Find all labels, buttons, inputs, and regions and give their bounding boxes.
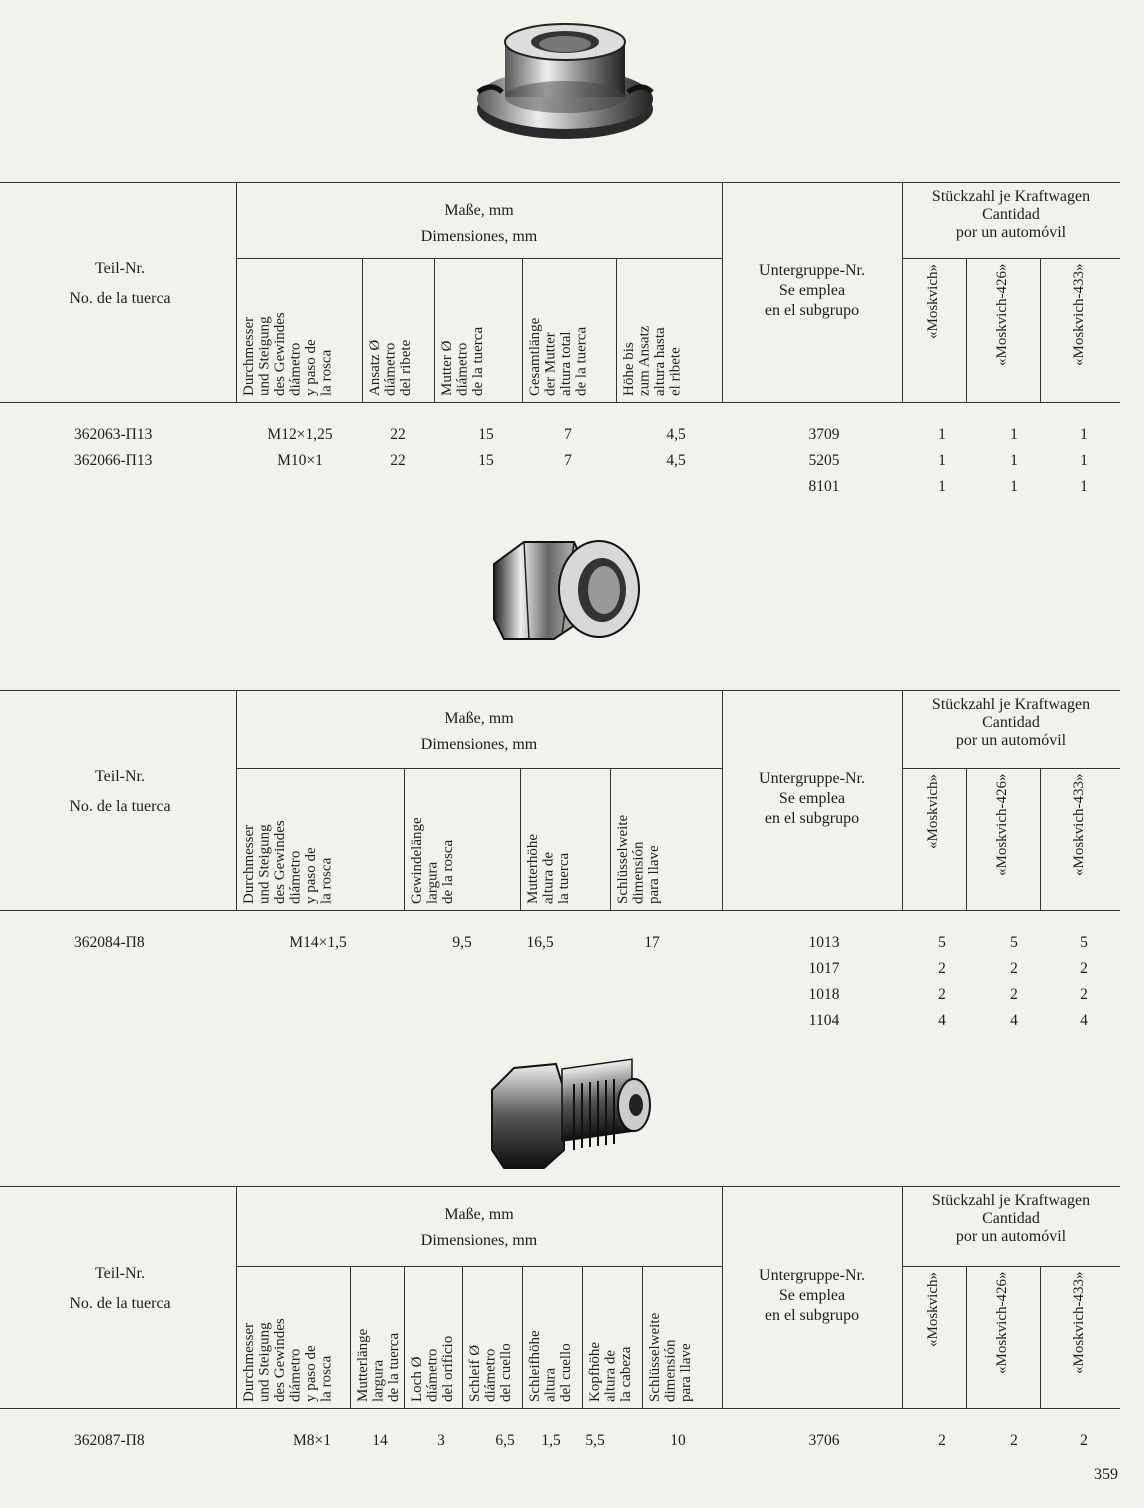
subgroup-cell: 1017 bbox=[808, 960, 840, 977]
quantity-cell: 2 bbox=[938, 1432, 946, 1449]
subgroup-cell: 1018 bbox=[808, 986, 840, 1003]
quantity-cell: 1 bbox=[938, 452, 946, 469]
quantity-cell: 2 bbox=[1080, 986, 1088, 1003]
quantity-cell: 1 bbox=[1080, 452, 1088, 469]
rule-subcol bbox=[966, 768, 967, 910]
quantity-cell: 1 bbox=[1010, 426, 1018, 443]
dimension-column-heading: Mutter Ø diámetro de la tuerca bbox=[439, 326, 486, 396]
part-number-heading: Teil-Nr. bbox=[95, 260, 145, 277]
model-column-heading: «Moskvich-433» bbox=[1071, 1272, 1087, 1375]
dimensions-heading: Dimensiones, mm bbox=[420, 228, 538, 245]
rule-top bbox=[0, 182, 1120, 183]
dimension-column-heading: Ansatz Ø diámetro del ribete bbox=[367, 339, 414, 396]
quantity-heading: por un automóvil bbox=[955, 1228, 1067, 1245]
subgroup-heading: Se emplea bbox=[778, 282, 846, 299]
quantity-cell: 1 bbox=[938, 478, 946, 495]
part-number-cell: 362087-П8 bbox=[74, 1432, 145, 1449]
model-column-heading: «Moskvich» bbox=[925, 774, 941, 849]
dimension-cell: 9,5 bbox=[452, 934, 472, 951]
part-number-heading: No. de la tuerca bbox=[69, 290, 171, 307]
quantity-cell: 4 bbox=[1010, 1012, 1018, 1029]
rule-subcol bbox=[350, 1266, 351, 1408]
model-column-heading: «Moskvich-426» bbox=[994, 1272, 1010, 1375]
quantity-cell: 2 bbox=[1080, 960, 1088, 977]
rule-subcol bbox=[642, 1266, 643, 1408]
page-number: 359 bbox=[1094, 1466, 1118, 1483]
dimensions-heading: Maße, mm bbox=[444, 1206, 514, 1223]
dimension-column-heading: Gesamtlänge der Mutter altura total de la tuerca bbox=[527, 317, 590, 396]
quantity-cell: 1 bbox=[1010, 452, 1018, 469]
model-column-heading: «Moskvich-426» bbox=[994, 264, 1010, 367]
dimension-cell: 22 bbox=[390, 426, 406, 443]
subgroup-heading: Untergruppe-Nr. bbox=[759, 1267, 865, 1284]
rule-subcol bbox=[966, 258, 967, 402]
part-number-cell: 362084-П8 bbox=[74, 934, 145, 951]
part-number-cell: 362066-П13 bbox=[74, 452, 153, 469]
subgroup-heading: Untergruppe-Nr. bbox=[759, 262, 865, 279]
rule-dims bbox=[236, 1266, 722, 1267]
subgroup-heading: Se emplea bbox=[778, 1287, 846, 1304]
model-column-heading: «Moskvich-433» bbox=[1071, 774, 1087, 877]
quantity-cell: 2 bbox=[1010, 986, 1018, 1003]
dimension-cell: 1,5 bbox=[541, 1432, 561, 1449]
rule-dims bbox=[236, 258, 722, 259]
tube-nut-illustration bbox=[484, 1050, 664, 1170]
dimension-cell: 4,5 bbox=[666, 452, 686, 469]
quantity-heading: Cantidad bbox=[982, 1210, 1040, 1227]
subgroup-cell: 1104 bbox=[808, 1012, 840, 1029]
quantity-cell: 5 bbox=[1010, 934, 1018, 951]
dimension-column-heading: Schlüsselweite dimensión para llave bbox=[647, 1312, 694, 1402]
model-column-heading: «Moskvich-426» bbox=[994, 774, 1010, 877]
dimensions-heading: Maße, mm bbox=[444, 710, 514, 727]
rule-subcol bbox=[362, 258, 363, 402]
subgroup-heading: Untergruppe-Nr. bbox=[759, 770, 865, 787]
quantity-cell: 2 bbox=[1010, 1432, 1018, 1449]
subgroup-cell: 8101 bbox=[808, 478, 840, 495]
dimension-cell: 7 bbox=[564, 452, 572, 469]
rule-top bbox=[0, 690, 1120, 691]
rule-bottom bbox=[0, 402, 1120, 403]
part-number-heading: Teil-Nr. bbox=[95, 1265, 145, 1282]
quantity-cell: 1 bbox=[1080, 478, 1088, 495]
dimension-column-heading: Schleifhöhe altura del cuello bbox=[527, 1330, 574, 1402]
rule-subcol bbox=[1040, 258, 1041, 402]
dimension-column-heading: Kopfhöhe altura de la cabeza bbox=[587, 1342, 634, 1402]
dimension-column-heading: Durchmesser und Steigung des Gewindes diámetro y paso de la rosca bbox=[241, 312, 335, 396]
rule-subcol bbox=[966, 1266, 967, 1408]
dimension-column-heading: Schleif Ø diámetro del cuello bbox=[467, 1343, 514, 1402]
subgroup-cell: 5205 bbox=[808, 452, 840, 469]
subgroup-heading: en el subgrupo bbox=[764, 1307, 860, 1324]
rule-bottom bbox=[0, 910, 1120, 911]
quantity-cell: 2 bbox=[938, 986, 946, 1003]
dimension-column-heading: Gewindelänge largura de la rosca bbox=[409, 817, 456, 904]
rule-top bbox=[0, 1186, 1120, 1187]
dimension-cell: 17 bbox=[644, 934, 660, 951]
rule-subcol bbox=[616, 258, 617, 402]
quantity-heading: Stückzahl je Kraftwagen bbox=[931, 188, 1091, 205]
dimension-cell: 6,5 bbox=[495, 1432, 515, 1449]
part-number-heading: No. de la tuerca bbox=[69, 1295, 171, 1312]
dimension-cell: 15 bbox=[478, 452, 494, 469]
model-column-heading: «Moskvich» bbox=[925, 264, 941, 339]
quantity-heading: Stückzahl je Kraftwagen bbox=[931, 1192, 1091, 1209]
part-number-heading: Teil-Nr. bbox=[95, 768, 145, 785]
quantity-heading: Stückzahl je Kraftwagen bbox=[931, 696, 1091, 713]
rule-subcol bbox=[522, 258, 523, 402]
dimension-cell: M8×1 bbox=[292, 1432, 332, 1449]
subgroup-heading: Se emplea bbox=[778, 790, 846, 807]
rule-models bbox=[902, 258, 1120, 259]
subgroup-heading: en el subgrupo bbox=[764, 810, 860, 827]
quantity-heading: Cantidad bbox=[982, 714, 1040, 731]
quantity-heading: por un automóvil bbox=[955, 224, 1067, 241]
dimension-cell: 16,5 bbox=[526, 934, 554, 951]
dimension-column-heading: Schlüsselweite dimensión para llave bbox=[615, 814, 662, 904]
quantity-cell: 1 bbox=[1080, 426, 1088, 443]
flange-nut-illustration bbox=[470, 14, 660, 144]
hex-nut-illustration bbox=[484, 524, 644, 644]
quantity-cell: 2 bbox=[1080, 1432, 1088, 1449]
subgroup-cell: 1013 bbox=[808, 934, 840, 951]
model-column-heading: «Moskvich-433» bbox=[1071, 264, 1087, 367]
rule-subcol bbox=[404, 768, 405, 910]
rule-subcol bbox=[522, 1266, 523, 1408]
subgroup-cell: 3706 bbox=[808, 1432, 840, 1449]
rule-models bbox=[902, 768, 1120, 769]
quantity-cell: 2 bbox=[938, 960, 946, 977]
dimension-column-heading: Mutterhöhe altura de la tuerca bbox=[525, 834, 572, 904]
dimension-column-heading: Loch Ø diámetro del orificio bbox=[409, 1335, 456, 1402]
subgroup-cell: 3709 bbox=[808, 426, 840, 443]
model-column-heading: «Moskvich» bbox=[925, 1272, 941, 1347]
dimension-column-heading: Mutterlänge largura de la tuerca bbox=[355, 1328, 402, 1402]
rule-subcol bbox=[462, 1266, 463, 1408]
dimension-cell: 22 bbox=[390, 452, 406, 469]
dimension-cell: M10×1 bbox=[277, 452, 323, 469]
quantity-cell: 1 bbox=[1010, 478, 1018, 495]
dimensions-heading: Maße, mm bbox=[444, 202, 514, 219]
dimension-cell: M12×1,25 bbox=[267, 426, 333, 443]
quantity-cell: 4 bbox=[1080, 1012, 1088, 1029]
rule-subcol bbox=[520, 768, 521, 910]
quantity-cell: 1 bbox=[938, 426, 946, 443]
rule-bottom bbox=[0, 1408, 1120, 1409]
quantity-heading: por un automóvil bbox=[955, 732, 1067, 749]
quantity-cell: 5 bbox=[1080, 934, 1088, 951]
quantity-heading: Cantidad bbox=[982, 206, 1040, 223]
subgroup-heading: en el subgrupo bbox=[764, 302, 860, 319]
dimension-cell: M14×1,5 bbox=[289, 934, 347, 951]
rule-subcol bbox=[610, 768, 611, 910]
rule-subcol bbox=[404, 1266, 405, 1408]
dimension-cell: 7 bbox=[564, 426, 572, 443]
dimension-cell: 3 bbox=[437, 1432, 445, 1449]
rule-subcol bbox=[582, 1266, 583, 1408]
rule-dims bbox=[236, 768, 722, 769]
dimension-column-heading: Durchmesser und Steigung des Gewindes diámetro y paso de la rosca bbox=[241, 1318, 335, 1402]
dimension-cell: 14 bbox=[372, 1432, 388, 1449]
quantity-cell: 5 bbox=[938, 934, 946, 951]
dimension-column-heading: Höhe bis zum Ansatz altura hasta el ribete bbox=[621, 325, 684, 396]
quantity-cell: 4 bbox=[938, 1012, 946, 1029]
quantity-cell: 2 bbox=[1010, 960, 1018, 977]
rule-subcol bbox=[1040, 768, 1041, 910]
dimension-column-heading: Durchmesser und Steigung des Gewindes diámetro y paso de la rosca bbox=[241, 820, 335, 904]
rule-subcol bbox=[434, 258, 435, 402]
rule-subcol bbox=[1040, 1266, 1041, 1408]
dimensions-heading: Dimensiones, mm bbox=[420, 736, 538, 753]
dimension-cell: 4,5 bbox=[666, 426, 686, 443]
dimension-cell: 15 bbox=[478, 426, 494, 443]
rule-models bbox=[902, 1266, 1120, 1267]
part-number-cell: 362063-П13 bbox=[74, 426, 153, 443]
dimension-cell: 5,5 bbox=[585, 1432, 605, 1449]
part-number-heading: No. de la tuerca bbox=[69, 798, 171, 815]
dimension-cell: 10 bbox=[670, 1432, 686, 1449]
dimensions-heading: Dimensiones, mm bbox=[420, 1232, 538, 1249]
